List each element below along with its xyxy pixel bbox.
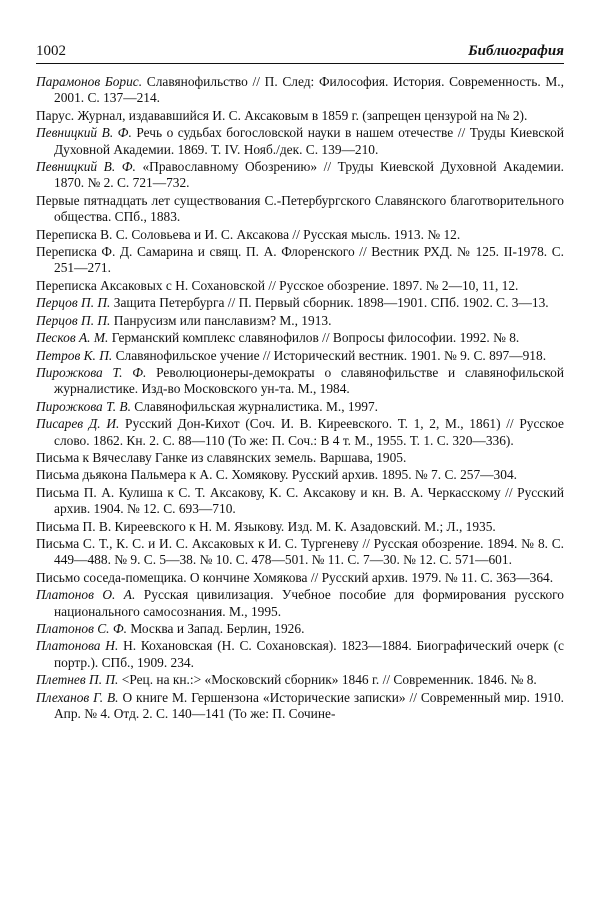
entry-text: <Рец. на кн.:> «Московский сборник» 1846 г. // Современник. 1846. № 8. bbox=[118, 672, 537, 688]
entry-author: Певницкий В. Ф. bbox=[36, 125, 132, 141]
bibliography-entry bbox=[36, 587, 564, 620]
entry-text: Письмо соседа-помещика. О кончине Хомякова // Русский архив. 1979. № 11. С. 363—364. bbox=[36, 569, 554, 585]
entry-text: Письма С. Т., К. С. и И. С. Аксаковых к И. С. Тургеневу // Русская обозрение. 1894. № 8. С. 449—488. № 9. С. 5—38. № 10. С. 478—501. № 11. С. 7—30. № 12. С. 571—601. bbox=[36, 535, 564, 568]
entry-text: Первые пятнадцать лет существования С.-Петербургского Славянского благотворительного общества. СПб., 1883. bbox=[36, 192, 564, 225]
bibliography-entry bbox=[36, 278, 564, 294]
entry-author: Песков А. М. bbox=[36, 330, 109, 346]
page-number: 1002 bbox=[36, 43, 66, 59]
running-title: Библиография bbox=[468, 43, 564, 59]
bibliography-entry bbox=[36, 193, 564, 226]
bibliography-entry bbox=[36, 74, 564, 107]
entry-text: Н. Кохановская (Н. С. Сохановская). 1823—1884. Биографический очерк (с портр.). СПб., 1909. 234. bbox=[54, 638, 564, 670]
bibliography-entry bbox=[36, 570, 564, 586]
entry-author: Плетнев П. П. bbox=[36, 672, 119, 688]
bibliography-entry bbox=[36, 621, 564, 637]
bibliography-entry bbox=[36, 125, 564, 158]
entry-text: Славянофильство // П. След: Философия. История. Современность. М., 2001. С. 137—214. bbox=[54, 74, 564, 106]
bibliography-entry bbox=[36, 108, 564, 124]
entry-author: Перцов П. П. bbox=[36, 295, 111, 311]
bibliography-entry bbox=[36, 295, 564, 311]
bibliography-entry bbox=[36, 348, 564, 364]
bibliography-entry bbox=[36, 467, 564, 483]
entry-text: Защита Петербурга // П. Первый сборник. 1898—1901. СПб. 1902. С. 3—13. bbox=[110, 295, 549, 311]
bibliography-entry bbox=[36, 399, 564, 415]
entry-text: Переписка Ф. Д. Самарина и свящ. П. А. Флоренского // Вестник РХД. № 125. II-1978. С. 251—271. bbox=[36, 244, 564, 276]
entry-text: Русский Дон-Кихот (Соч. И. В. Киреевского. Т. 1, 2, М., 1861) // Русское слово. 1862. Кн. 2. С. 88—110 (То же: П. Соч.: В 4 т. М., 1955. Т. 1. С. 320—336). bbox=[54, 416, 564, 448]
bibliography-entry bbox=[36, 330, 564, 346]
bibliography-entry bbox=[36, 450, 564, 466]
entry-author: Писарев Д. И. bbox=[36, 416, 120, 432]
bibliography-entry bbox=[36, 485, 564, 518]
bibliography-entry bbox=[36, 365, 564, 398]
entry-text: О книге М. Гершензона «Исторические записки» // Современный мир. 1910. Апр. № 4. Отд. 2. С. 140—141 (То же: П. Сочине- bbox=[54, 689, 564, 722]
entry-author: Пирожкова Т. В. bbox=[36, 398, 131, 414]
bibliography-entry bbox=[36, 313, 564, 329]
entry-text: Переписка Аксаковых с Н. Сохановской // Русское обозрение. 1897. № 2—10, 11, 12. bbox=[36, 277, 519, 293]
entry-text: Революционеры-демократы о славянофильстве и славянофильской журналистике. Изд-во Московского ун-та. М., 1984. bbox=[54, 364, 564, 397]
bibliography-list bbox=[36, 74, 564, 723]
bibliography-entry bbox=[36, 244, 564, 277]
entry-text: Москва и Запад. Берлин, 1926. bbox=[126, 621, 305, 636]
entry-text: Речь о судьбах богословской науки в нашем отечестве // Труды Киевской Духовной Академии. 1869. Т. IV. Нояб./дек. С. 139—210. bbox=[54, 125, 564, 157]
entry-author: Петров К. П. bbox=[36, 347, 113, 363]
entry-text: Письма дьякона Пальмера к А. С. Хомякову. Русский архив. 1895. № 7. С. 257—304. bbox=[36, 467, 517, 483]
entry-author: Платонов О. А. bbox=[36, 587, 136, 603]
entry-author: Плеханов Г. В. bbox=[36, 689, 119, 705]
entry-author: Певницкий В. Ф. bbox=[36, 159, 136, 175]
entry-text: Письма П. А. Кулиша к С. Т. Аксакову, К. С. Аксакову и кн. В. А. Черкасскому // Русский архив. 1904. № 12. С. 693—710. bbox=[36, 484, 564, 517]
entry-text: Русская цивилизация. Учебное пособие для формирования русского национального самосознания. М., 1995. bbox=[54, 587, 564, 619]
bibliography-entry bbox=[36, 690, 564, 723]
bibliography-entry bbox=[36, 227, 564, 243]
entry-author: Перцов П. П. bbox=[36, 312, 111, 328]
bibliography-entry bbox=[36, 672, 564, 688]
bibliography-entry bbox=[36, 519, 564, 535]
bibliography-entry bbox=[36, 416, 564, 449]
entry-text: Переписка В. С. Соловьева и И. С. Аксакова // Русская мысль. 1913. № 12. bbox=[36, 226, 461, 242]
entry-text: Панрусизм или панславизм? М., 1913. bbox=[110, 312, 332, 328]
entry-text: Парус. Журнал, издававшийся И. С. Аксаковым в 1859 г. (запрещен цензурой на № 2). bbox=[36, 107, 528, 123]
bibliography-entry bbox=[36, 638, 564, 671]
entry-author: Парамонов Борис. bbox=[36, 74, 143, 89]
entry-author: Платонова Н. bbox=[36, 638, 119, 654]
entry-author: Платонов С. Ф. bbox=[36, 621, 127, 636]
entry-text: Славянофильское учение // Исторический вестник. 1901. № 9. С. 897—918. bbox=[112, 347, 547, 363]
bibliography-entry bbox=[36, 536, 564, 569]
bibliography-entry bbox=[36, 159, 564, 192]
entry-text: Письма П. В. Киреевского к Н. М. Языкову. Изд. М. К. Азадовский. М.; Л., 1935. bbox=[36, 518, 496, 534]
entry-author: Пирожкова Т. Ф. bbox=[36, 364, 147, 380]
entry-text: Письма к Вячеславу Ганке из славянских земель. Варшава, 1905. bbox=[36, 449, 407, 465]
page-header bbox=[36, 34, 564, 64]
entry-text: Славянофильская журналистика. М., 1997. bbox=[130, 398, 379, 414]
entry-text: Германский комплекс славянофилов // Вопросы философии. 1992. № 8. bbox=[108, 330, 520, 346]
entry-text: «Православному Обозрению» // Труды Киевской Духовной Академии. 1870. № 2. С. 721—732. bbox=[54, 159, 564, 191]
